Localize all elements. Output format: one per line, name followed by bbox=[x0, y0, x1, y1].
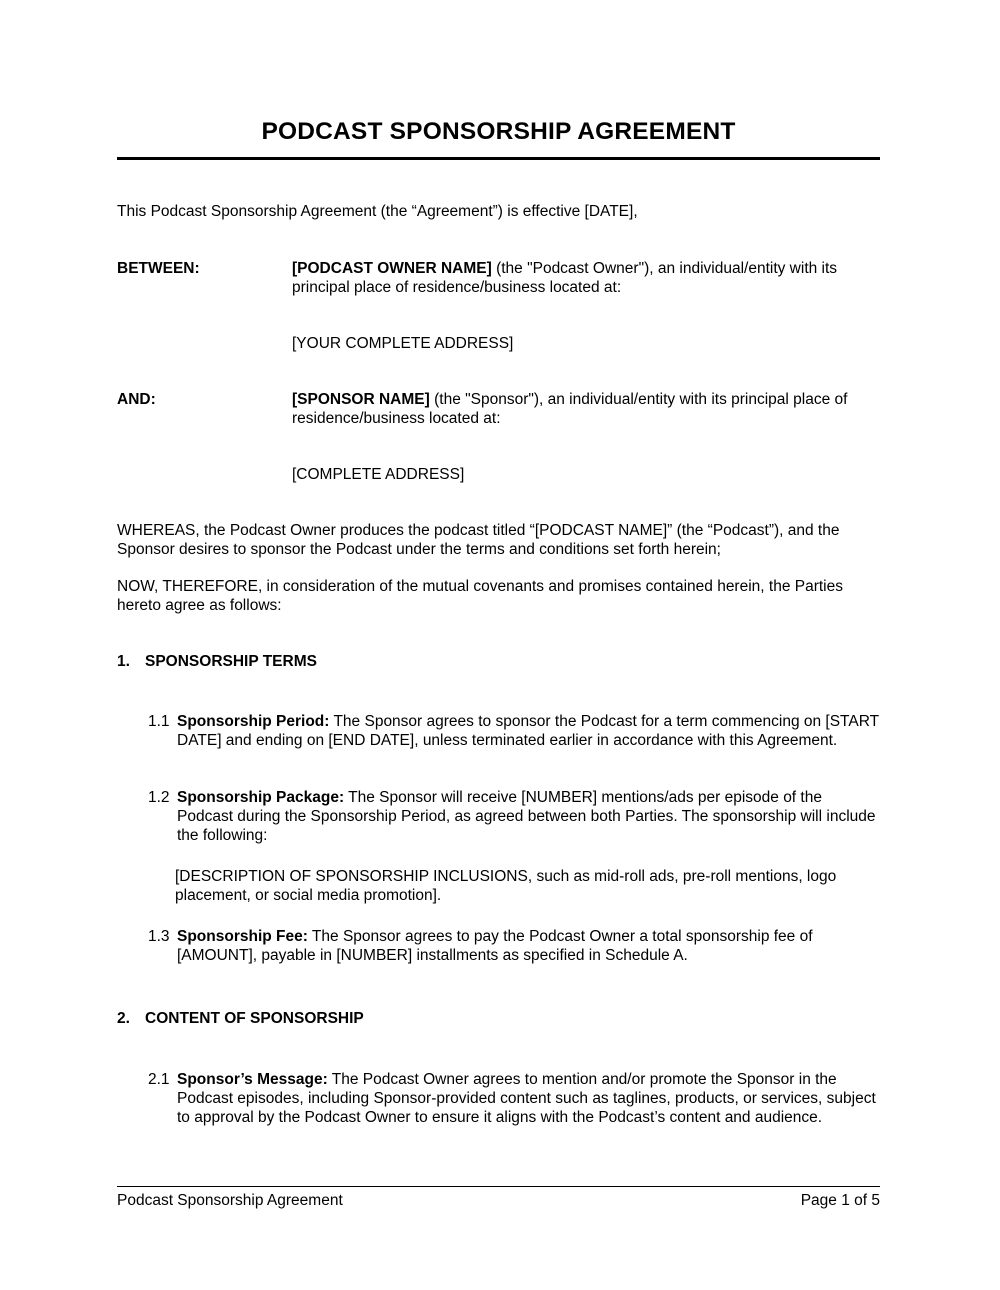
intro-paragraph: This Podcast Sponsorship Agreement (the “Agreement”) is effective [DATE], bbox=[117, 203, 638, 220]
clause-number: 1.3 bbox=[148, 928, 170, 945]
clause-text: The Podcast Owner agrees to mention and/or promote the Sponsor in the Podcast episodes, including Sponsor-provided content such as taglines, products, or services, subject to approval by the Podcast Owner to ensure it aligns with the Podcast’s content and audience. bbox=[177, 1071, 876, 1126]
podcast-owner-description bbox=[292, 259, 887, 297]
footer-page-number: Page 1 of 5 bbox=[800, 1192, 880, 1209]
clause-text: The Sponsor agrees to pay the Podcast Owner a total sponsorship fee of [AMOUNT], payable in [NUMBER] installments as specified in Schedule A. bbox=[177, 928, 813, 964]
now-therefore-paragraph: NOW, THEREFORE, in consideration of the mutual covenants and promises contained herein, the Parties hereto agree as follows: bbox=[117, 578, 843, 614]
between-label: BETWEEN: bbox=[117, 260, 200, 277]
clause-number: 2.1 bbox=[148, 1071, 170, 1088]
sponsor-text: (the "Sponsor"), an individual/entity with its principal place of residence/business located at: bbox=[292, 391, 848, 427]
clause-number: 1.1 bbox=[148, 713, 170, 730]
whereas-paragraph: WHEREAS, the Podcast Owner produces the podcast titled “[PODCAST NAME]” (the “Podcast”), and the Sponsor desires to sponsor the Podcast under the terms and conditions set forth herein; bbox=[117, 522, 840, 558]
document-title: PODCAST SPONSORSHIP AGREEMENT bbox=[261, 118, 736, 145]
podcast-owner-name: [PODCAST OWNER NAME] bbox=[292, 260, 492, 277]
clause-2-1 bbox=[177, 1070, 882, 1127]
podcast-owner-text: (the "Podcast Owner"), an individual/entity with its principal place of residence/business located at: bbox=[292, 260, 838, 296]
clause-term: Sponsorship Period: bbox=[177, 713, 330, 730]
section-heading-1 bbox=[117, 652, 317, 671]
footer-divider bbox=[117, 1186, 880, 1187]
clause-term: Sponsorship Package: bbox=[177, 789, 345, 806]
podcast-owner-address: [YOUR COMPLETE ADDRESS] bbox=[292, 335, 514, 352]
clause-text: The Sponsor agrees to sponsor the Podcast for a term commencing on [START DATE] and ending on [END DATE], unless terminated earlier in accordance with this Agreement. bbox=[177, 713, 879, 749]
clause-term: Sponsor’s Message: bbox=[177, 1071, 328, 1088]
clause-number: 1.2 bbox=[148, 789, 170, 806]
clause-1-2 bbox=[177, 788, 882, 845]
footer-document-name: Podcast Sponsorship Agreement bbox=[117, 1192, 343, 1209]
section-number: 1. bbox=[117, 653, 130, 670]
clause-text: The Sponsor will receive [NUMBER] mentions/ads per episode of the Podcast during the Sponsorship Period, as agreed between both Parties. The sponsorship will include the following: bbox=[177, 789, 876, 844]
clause-1-1 bbox=[177, 712, 882, 750]
section-heading-2 bbox=[117, 1009, 364, 1028]
sponsorship-inclusions: [DESCRIPTION OF SPONSORSHIP INCLUSIONS, such as mid-roll ads, pre-roll mentions, logo placement, or social media promotion]. bbox=[175, 868, 837, 904]
sponsor-description bbox=[292, 390, 887, 428]
clause-term: Sponsorship Fee: bbox=[177, 928, 308, 945]
section-title: CONTENT OF SPONSORSHIP bbox=[145, 1010, 364, 1027]
sponsor-address: [COMPLETE ADDRESS] bbox=[292, 466, 465, 483]
and-label: AND: bbox=[117, 391, 156, 408]
section-number: 2. bbox=[117, 1010, 130, 1027]
clause-1-3 bbox=[177, 927, 882, 965]
sponsor-name: [SPONSOR NAME] bbox=[292, 391, 430, 408]
title-underline bbox=[117, 157, 880, 160]
section-title: SPONSORSHIP TERMS bbox=[145, 653, 317, 670]
